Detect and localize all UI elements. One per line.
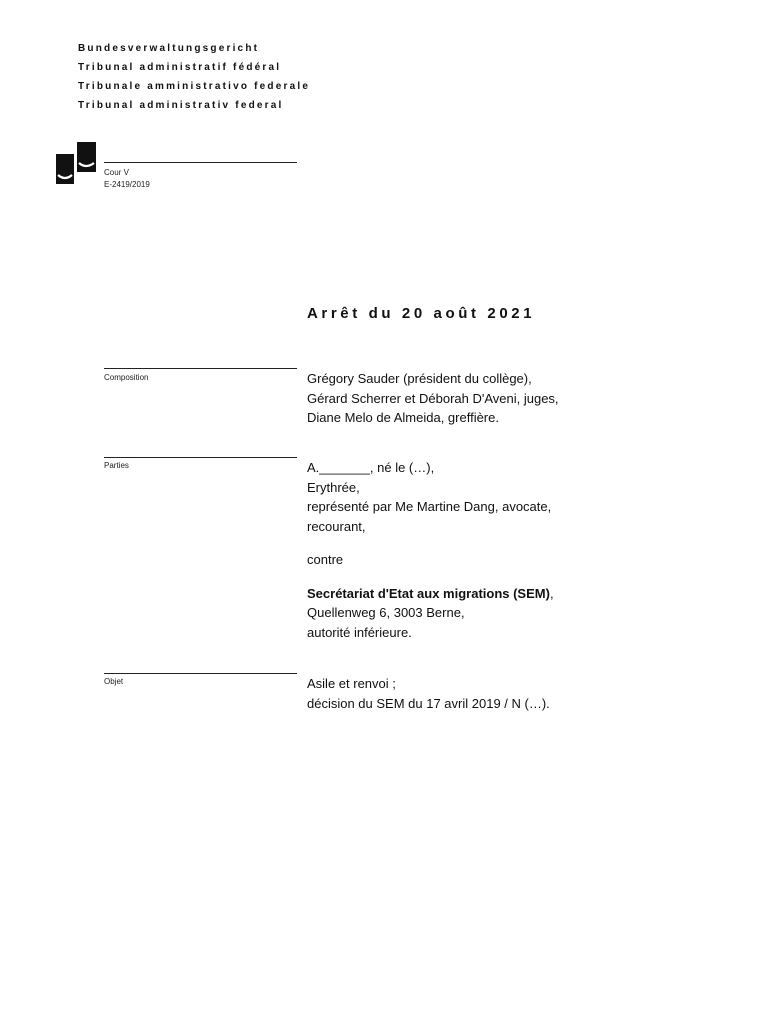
versus-text: contre [307, 552, 344, 567]
case-number: E-2419/2019 [104, 180, 150, 189]
header-divider [104, 162, 297, 163]
respondent-name-line [307, 584, 554, 604]
respondent-line: Quellenweg 6, 3003 Berne, [307, 605, 465, 620]
court-name-de: Bundesverwaltungsgericht [78, 43, 260, 54]
composition-label: Composition [104, 373, 149, 382]
appellant-line: Erythrée, [307, 479, 360, 495]
composition-line: Gérard Scherrer et Déborah D'Aveni, juges, [307, 390, 559, 406]
object-label: Objet [104, 677, 124, 686]
object-divider [104, 673, 297, 674]
object-line: Asile et renvoi ; [307, 676, 396, 691]
object-body [307, 674, 550, 713]
respondent-line: autorité inférieure. [307, 624, 412, 640]
court-names [78, 39, 310, 115]
court-logo-icon [56, 142, 96, 186]
court-name-it: Tribunale amministrativo federale [78, 81, 311, 92]
composition-line: Diane Melo de Almeida, greffière. [307, 410, 499, 425]
court-name-rm: Tribunal administrativ federal [78, 100, 284, 111]
appellant-line: A._______, né le (…), [307, 460, 435, 475]
object-line: décision du SEM du 17 avril 2019 / N (…). [307, 695, 550, 711]
appellant-line: recourant, [307, 518, 366, 534]
court-division: Cour V [104, 168, 129, 177]
composition-body [307, 369, 559, 428]
respondent-name: Secrétariat d'Etat aux migrations (SEM) [307, 585, 550, 601]
judgment-title: Arrêt du 20 août 2021 [307, 305, 536, 322]
case-meta [104, 167, 150, 191]
parties-divider [104, 457, 297, 458]
parties-body [307, 458, 554, 642]
parties-label: Parties [104, 461, 129, 470]
composition-line: Grégory Sauder (président du collège), [307, 371, 532, 386]
appellant-line: représenté par Me Martine Dang, avocate, [307, 499, 552, 514]
court-name-fr: Tribunal administratif fédéral [78, 62, 282, 73]
respondent-name-suffix: , [549, 585, 554, 601]
composition-divider [104, 368, 297, 369]
